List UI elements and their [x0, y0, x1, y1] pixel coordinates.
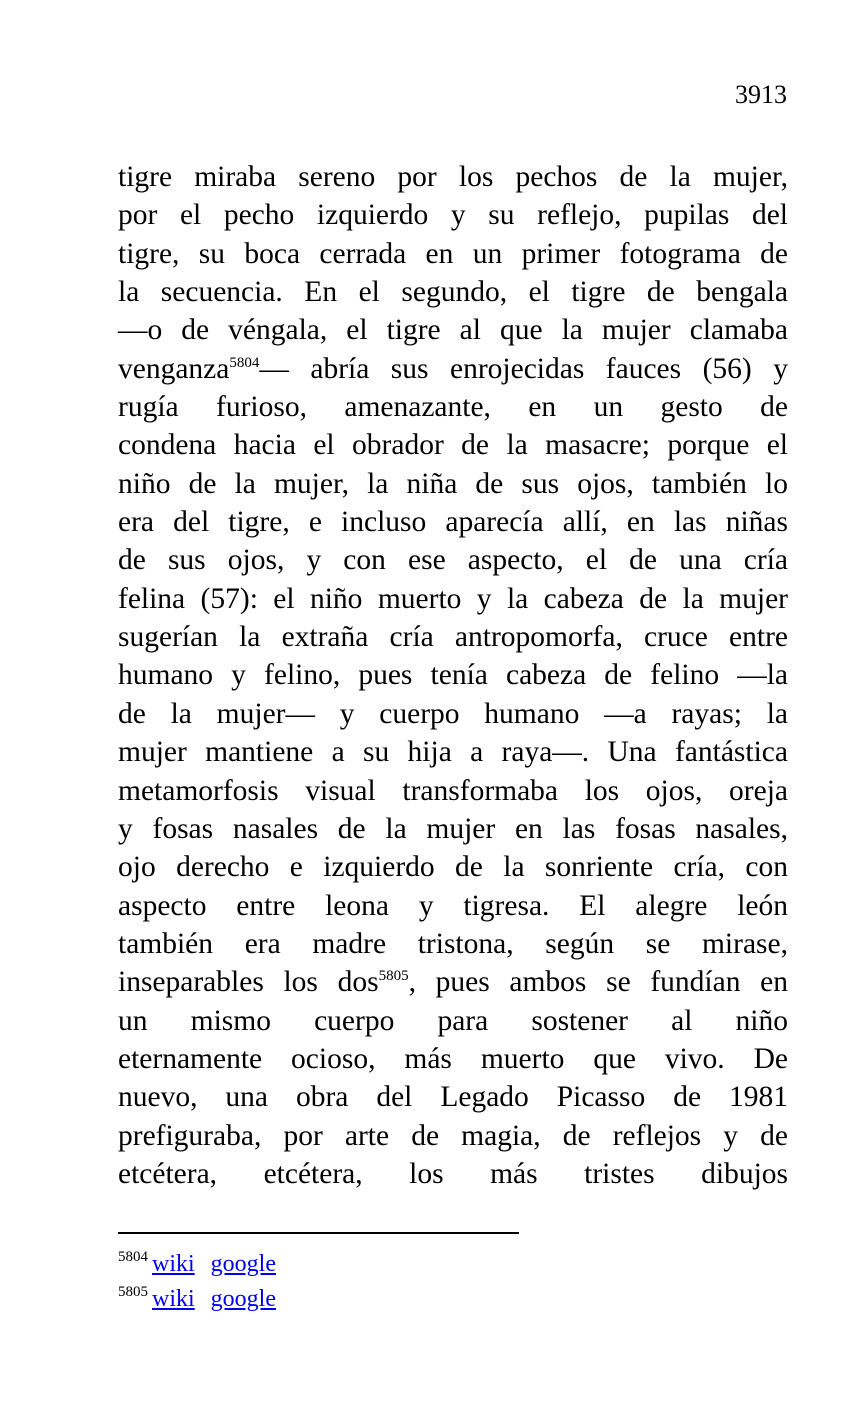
text-line: —o de véngala, el tigre al que la mujer clamaba [118, 314, 788, 347]
footnote-number: 5804 [118, 1249, 148, 1265]
text-line: niño de la mujer, la niña de sus ojos, también lo [118, 467, 788, 500]
footnotes [118, 1248, 276, 1318]
text-line: era del tigre, e incluso aparecía allí, en las niñas [118, 506, 788, 539]
text-fragment: venganza [118, 352, 230, 385]
footnote-5804 [118, 1248, 276, 1283]
text-line: prefiguraba, por arte de magia, de reflejos y de [118, 1119, 788, 1152]
text-line-with-footnote-ref [118, 963, 788, 1001]
text-line: rugía furioso, amenazante, en un gesto de [118, 391, 788, 424]
footnote-number: 5805 [118, 1284, 148, 1300]
text-line: de la mujer— y cuerpo humano —a rayas; la [118, 697, 788, 730]
text-line: sugerían la extraña cría antropomorfa, cruce entre [118, 621, 788, 654]
page-number: 3913 [735, 80, 787, 109]
text-fragment: — abría sus enrojecidas fauces (56) y [259, 352, 788, 385]
text-line: también era madre tristona, según se mirase, [118, 927, 788, 960]
body-text [118, 158, 788, 1193]
text-line: eternamente ocioso, más muerto que vivo. De [118, 1042, 788, 1075]
text-line: tigre, su boca cerrada en un primer fotograma de [118, 237, 788, 270]
text-line: la secuencia. En el segundo, el tigre de bengala [118, 276, 788, 309]
google-link[interactable]: google [210, 1251, 276, 1277]
google-link[interactable]: google [210, 1286, 276, 1312]
wiki-link[interactable]: wiki [152, 1251, 195, 1277]
text-line: de sus ojos, y con ese aspecto, el de una cría [118, 544, 788, 577]
text-line: por el pecho izquierdo y su reflejo, pupilas del [118, 199, 788, 232]
text-fragment: inseparables los dos [118, 966, 379, 999]
wiki-link[interactable]: wiki [152, 1286, 195, 1312]
footnote-ref-5804: 5804 [229, 354, 260, 371]
text-line: mujer mantiene a su hija a raya—. Una fantástica [118, 736, 788, 769]
footnote-separator [118, 1232, 519, 1234]
text-line: condena hacia el obrador de la masacre; porque el [118, 429, 788, 462]
footnote-ref-5805: 5805 [378, 968, 409, 985]
text-line: un mismo cuerpo para sostener al niño [118, 1004, 788, 1037]
text-line: metamorfosis visual transformaba los ojos, oreja [118, 774, 788, 807]
text-line: ojo derecho e izquierdo de la sonriente cría, con [118, 851, 788, 884]
text-line: humano y felino, pues tenía cabeza de felino —la [118, 659, 788, 692]
text-line: felina (57): el niño muerto y la cabeza de la mujer [118, 582, 788, 615]
text-line: tigre miraba sereno por los pechos de la mujer, [118, 161, 788, 193]
text-line: aspecto entre leona y tigresa. El alegre león [118, 889, 788, 922]
text-fragment: , pues ambos se fundían en [408, 966, 788, 999]
text-line-with-footnote-ref [118, 350, 788, 388]
text-line: y fosas nasales de la mujer en las fosas nasales, [118, 812, 788, 845]
text-line: etcétera, etcétera, los más tristes dibujos [118, 1157, 788, 1190]
footnote-5805 [118, 1283, 276, 1318]
text-line: nuevo, una obra del Legado Picasso de 1981 [118, 1081, 788, 1114]
